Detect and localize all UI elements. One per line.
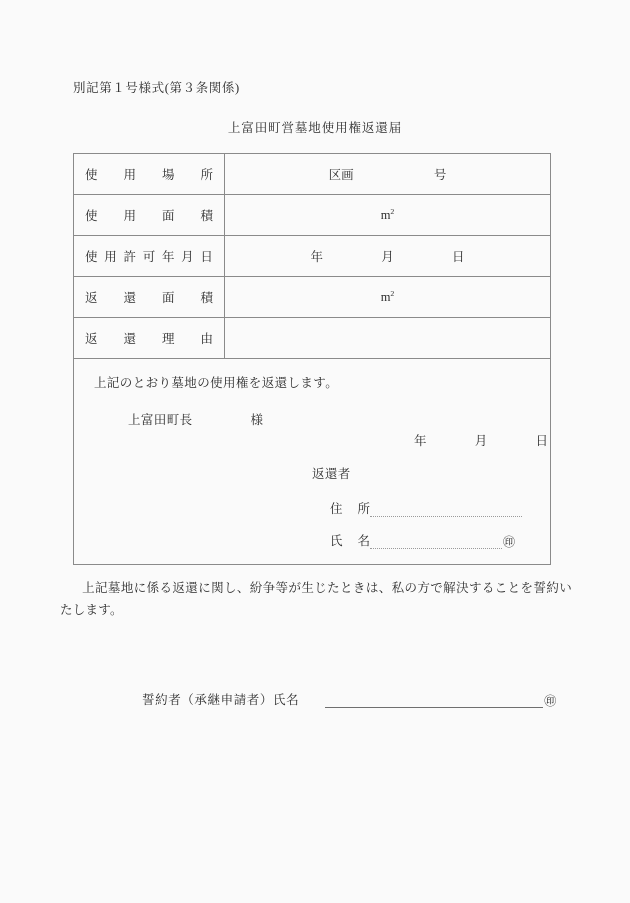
permit-date-placeholder xyxy=(225,247,550,265)
label-char: 名 xyxy=(357,534,370,548)
area-value-placeholder xyxy=(225,290,550,305)
row-label-text xyxy=(74,206,224,224)
label-char: 使 xyxy=(85,250,98,264)
row-label-cell-return-area xyxy=(74,277,225,318)
month-label: 月 xyxy=(381,250,394,264)
square-meter-unit xyxy=(381,290,395,304)
row-label-cell-usage-location xyxy=(74,154,225,195)
label-char: 可 xyxy=(142,250,156,264)
table-row xyxy=(74,195,551,236)
label-char: 用 xyxy=(104,250,117,264)
form-code: 別記第１号様式(第３条関係) xyxy=(73,81,240,95)
label-char: 月 xyxy=(181,250,194,264)
pledger-signature-row[interactable] xyxy=(142,690,556,708)
row-value-cell-permit-date[interactable] xyxy=(225,236,551,277)
unit-base: m xyxy=(380,289,391,304)
year-label: 年 xyxy=(414,434,427,448)
location-value-placeholder xyxy=(225,165,550,183)
address-label xyxy=(330,499,370,517)
statement-cell xyxy=(74,359,551,565)
location-number-label: 号 xyxy=(433,168,447,182)
label-char: 日 xyxy=(200,250,213,264)
label-char: 用 xyxy=(123,168,136,182)
row-value-cell-usage-location[interactable] xyxy=(225,154,551,195)
submission-date-line[interactable] xyxy=(414,431,548,449)
row-label-text xyxy=(74,288,224,306)
row-label-text xyxy=(74,165,224,183)
year-label: 年 xyxy=(310,250,323,264)
name-input-line[interactable] xyxy=(370,535,502,549)
seal-icon: ㊞ xyxy=(503,535,516,549)
label-char: 還 xyxy=(123,332,136,346)
unit-exponent: 2 xyxy=(390,206,395,216)
pledge-paragraph xyxy=(60,578,572,621)
month-label: 月 xyxy=(474,434,488,448)
label-char: 積 xyxy=(200,291,213,305)
table-row-statement xyxy=(74,359,551,565)
label-char: 場 xyxy=(161,168,175,182)
label-char: 積 xyxy=(200,209,213,223)
label-char: 許 xyxy=(123,250,136,264)
pledger-signature-label: 誓約者（承継申請者）氏名 xyxy=(142,693,300,707)
label-char: 使 xyxy=(85,209,98,223)
location-block-label: 区画 xyxy=(328,168,354,182)
label-char: 氏 xyxy=(330,534,343,548)
label-char: 返 xyxy=(85,291,98,305)
row-label-text xyxy=(74,247,224,265)
name-label xyxy=(330,531,370,549)
table-row xyxy=(74,236,551,277)
label-char: 所 xyxy=(200,168,213,182)
seal-icon: ㊞ xyxy=(544,694,557,708)
label-char: 所 xyxy=(357,502,370,516)
row-value-cell-usage-area[interactable] xyxy=(225,195,551,236)
row-label-cell-return-reason xyxy=(74,318,225,359)
document-title: 上富田町営墓地使用権返還届 xyxy=(227,121,403,135)
statement-declaration: 上記のとおり墓地の使用権を返還します。 xyxy=(94,376,339,390)
row-value-cell-return-area[interactable] xyxy=(225,277,551,318)
address-input-line[interactable] xyxy=(370,503,522,517)
returner-section-title: 返還者 xyxy=(312,467,351,481)
label-char: 返 xyxy=(85,332,98,346)
day-label: 日 xyxy=(452,250,465,264)
label-char: 用 xyxy=(123,209,136,223)
square-meter-unit xyxy=(381,208,395,222)
pledge-text: 上記墓地に係る返還に関し、紛争等が生じたときは、私の方で解決することを誓約いたします。 xyxy=(60,581,572,617)
unit-exponent: 2 xyxy=(390,288,395,298)
label-char: 住 xyxy=(330,502,343,516)
addressee-mayor: 上富田町長 xyxy=(128,413,193,427)
label-char: 由 xyxy=(200,332,213,346)
row-label-text xyxy=(74,329,224,347)
label-char: 還 xyxy=(123,291,136,305)
label-char: 面 xyxy=(161,291,175,305)
label-char: 理 xyxy=(161,332,175,346)
addressee-honorific: 様 xyxy=(250,413,264,427)
returner-address-field[interactable] xyxy=(330,499,522,517)
row-label-cell-permit-date xyxy=(74,236,225,277)
table-row xyxy=(74,318,551,359)
row-value-cell-return-reason[interactable] xyxy=(225,318,551,359)
statement-block xyxy=(74,359,550,564)
table-row xyxy=(74,277,551,318)
label-char: 使 xyxy=(85,168,98,182)
day-label: 日 xyxy=(535,434,549,448)
label-char: 年 xyxy=(161,250,175,264)
returner-name-field[interactable] xyxy=(330,531,515,549)
unit-base: m xyxy=(380,207,391,222)
table-row xyxy=(74,154,551,195)
area-value-placeholder xyxy=(225,208,550,223)
application-table xyxy=(73,153,551,565)
label-char: 面 xyxy=(161,209,175,223)
addressee-line xyxy=(128,410,263,428)
pledger-signature-input-line[interactable] xyxy=(325,693,543,708)
row-label-cell-usage-area xyxy=(74,195,225,236)
